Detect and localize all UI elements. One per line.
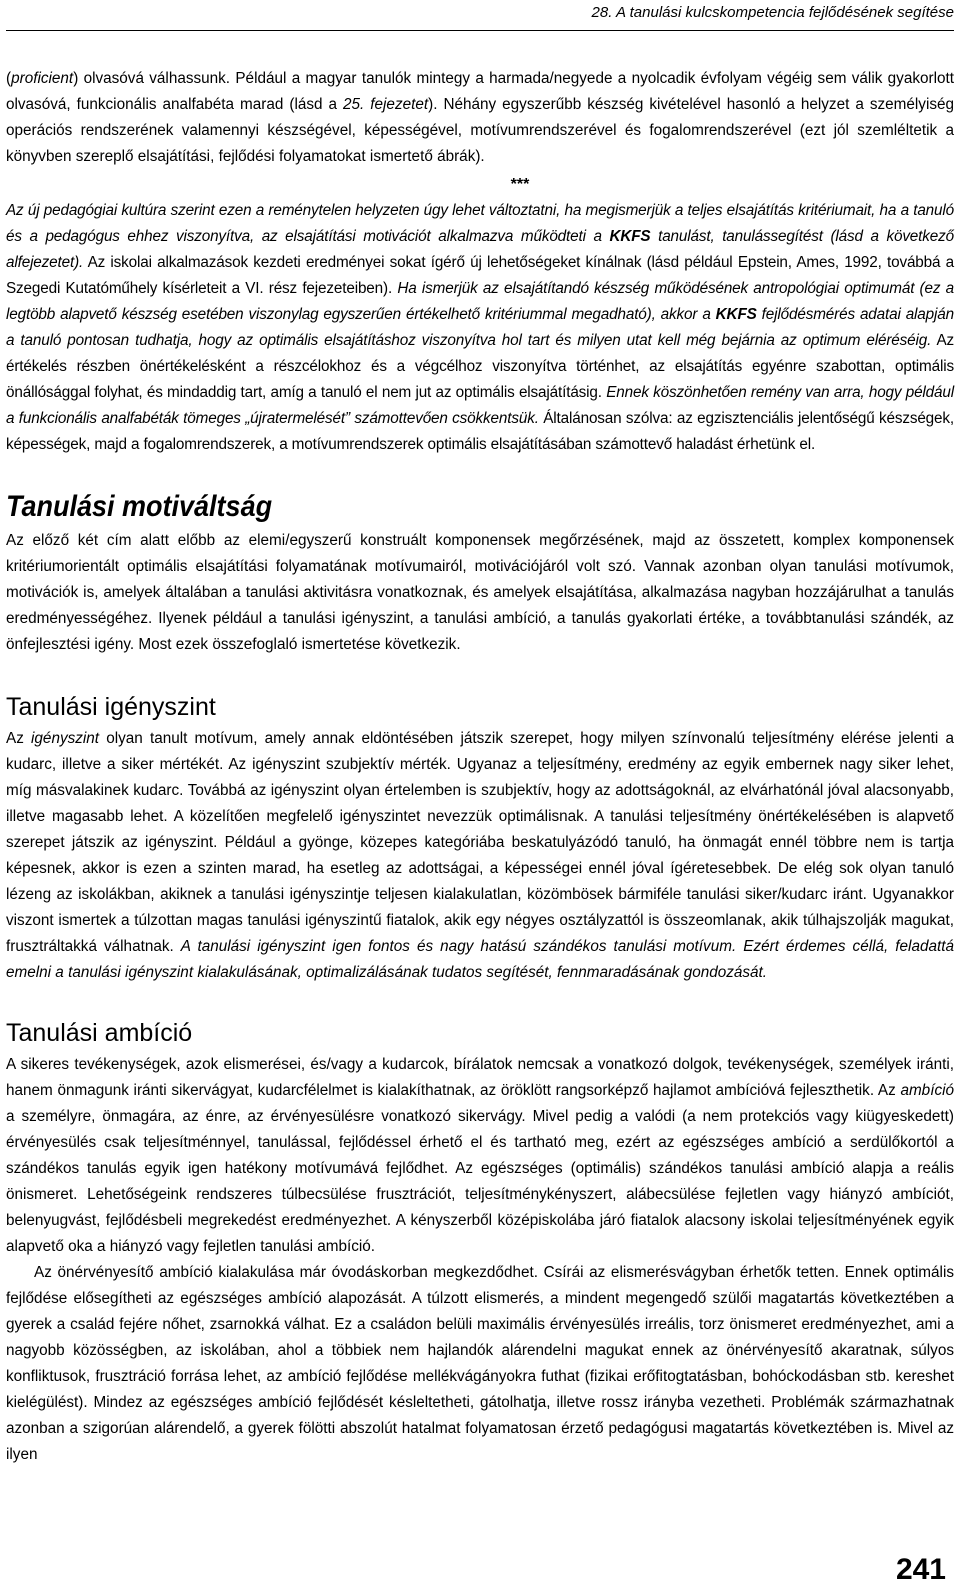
- section-separator: ***: [510, 176, 530, 193]
- chapter-reference: 25. fejezetet: [343, 96, 429, 113]
- italic-term: ambíció: [900, 1082, 954, 1099]
- paragraph-onervenyesito: Az önérvényesítő ambíció kialakulása már óvodáskorban megkezdődhet. Csírái az elismerésvágyban érhetők tetten. Ennek optimális fejlődése elősegítheti az egészséges ambíció alapozását. A túlzott elismerés, a mindent megengedő szülői magatartás következtében a gyerek a család fejére nőhet, zsarnokká válhat. Ez a családon belüli maximális érvényesülés irreális, torz önismeret eredményezhet, ami a nagyobb közösségben, az iskolában, ahol a többiek nem hajlandók alárendelni magukat ennek az önérvényesítő akaratnak, súlyos konfliktusok, frusztráció forrása lehet, az ambíció fejlődése mellékvágányokra futhat (fizikai erőfitogtatásban, bohóckodásban stb. kereshet kielégülést). Mindez az egészséges ambíció fejlődését késleltetheti, gátolhatja, illetve rossz irányba vezetheti. Problémák származhatnak azonban a szigorúan alárendelő, a gyerek fölötti abszolút hatalmat folyamatosan érzető pedagógusi magatartás következtében is. Mivel az ilyen: [6, 1264, 954, 1463]
- heading-tanulasi-ambicio: Tanulási ambíció: [6, 1019, 193, 1047]
- heading-tanulasi-motivaltsag: Tanulási motiváltság: [6, 490, 273, 523]
- italic-term: igényszint: [31, 730, 100, 747]
- kkfs-term: KKFS: [609, 228, 651, 245]
- paragraph-new-pedagogy: Az új pedagógiai kultúra szerint ezen a reménytelen helyzeten úgy lehet változtatni, ha megismerjük a teljes elsajátítás kritériumait, ha a tanuló és a pedagógus ehhez viszonyítva, az elsajátítási motivációt alkalmazva működteti a KKFS tanulást, tanulássegítést (lásd a következő alfejezetet). Az iskolai alkalmazások kezdeti eredményei sokat ígérő új lehetőségeket kínálnak (lásd például Epstein, Ames, 1992, továbbá a Szegedi Kutatóműhely kísérleteit a VI. rész fejezeteiben). Ha ismerjük az elsajátítandó készség működésének antropológiai optimumát (ez a legtöbb alapvető készség esetében viszonylag egyszerűen értékelhető kritériummal megadható), akkor a KKFS fejlődésmérés adatai alapján a tanuló pontosan tudhatja, hogy az optimális elsajátításhoz viszonyítva hol tart és milyen utat kell még bejárnia az optimum eléréséig. Az értékelés részben önértékelésként a részcélokhoz és a végcélhoz viszonyítva történhet, az elsajátítás egyénre szabottan, optimális önállósággal folyhat, és mindaddig tart, amíg a tanuló el nem jut az optimális elsajátításig. Ennek köszönhetően remény van arra, hogy például a funkcionális analfabéták tömeges „újratermelését” számottevően csökkentsük. Általánosan szólva: az egzisztenciális jelentőségű készségek, képességek, majd a fogalomrendszerek, a motívumrendszerek optimális elsajátításában számottevő haladást érhetünk el.: [6, 202, 955, 453]
- paragraph-ambicio: A sikeres tevékenységek, azok elismerései, és/vagy a kudarcok, bírálatok nemcsak a vonatkozó dolgok, tevékenységek, személyek iránti, hanem önmagunk iránti sikervágyat, kudarcfélelmet is kialakíthatnak, az öröklött rangsorképző hajlamot ambícióvá fejleszthetik. Az ambíció a személyre, önmagára, az énre, az érvényesülésre vonatkozó sikervágy. Mivel pedig a valódi (a nem protekciós vagy kiügyeskedett) érvényesülés csak teljesítménnyel, tanulással, fejlődéssel érhető el és tartható meg, ezért az egészséges ambíció a serdülőkortól a szándékos tanulás egyik igen hatékony motívumává fejlődhet. Az egészséges (optimális) szándékos tanulási ambíció alapja a reális önismeret. Lehetőségeink rendszeres túlbecsülése frusztrációt, teljesítménykényszert, alábecsülése fejletlen vagy hiányzó ambíciót, belenyugvást, fejlődésbeli megrekedést eredményezhet. A kényszerből középiskolába járó fiatalok alacsony iskolai teljesítményének egyik alapvető oka a hiányzó vagy fejletlen tanulási ambíció.: [6, 1056, 954, 1255]
- page-content: [6, 66, 954, 1468]
- kkfs-term: KKFS: [715, 306, 757, 323]
- paragraph-motivaltsag: Az előző két cím alatt előbb az elemi/egyszerű konstruált komponensek megőrzésének, majd az összetett, komplex komponensek kritériumorientált optimális elsajátítási folyamatának motívumairól, motivációjáról volt szó. Vannak azonban olyan tanulási motívumok, motivációk is, amelyek általában a tanulási aktivitásra vonatkoznak, és amelyek elsajátítása, alkalmazása nagyban hozzájárulhat a tanulás eredményességéhez. Ilyenek például a tanulási igényszint, a tanulási ambíció, a tanulás gyakorlati értéke, a továbbtanulási szándék, az önfejlesztési igény. Most ezek összefoglaló ismertetése következik.: [6, 532, 954, 653]
- paragraph-igenyszint: Az igényszint olyan tanult motívum, amely annak eldöntésében játszik szerepet, hogy milyen színvonalú teljesítmény elérése jelenti a kudarc, illetve a siker mértékét. Az igényszint szubjektív mérték. Ugyanaz a teljesítmény, eredmény az egyik embernek nagy siker lehet, míg másvalakinek kudarc. Továbbá az igényszint olyan értelemben is szubjektív, hogy az adottságoknál, az elvárhatónál jóval alacsonyabb, illetve magasabb lehet. A közelítően megfelelő igényszintet nevezzük optimálisnak. A tanulási teljesítmény önértékelésében is alapvető szerepet játszik az igényszint. Például a gyönge, közepes kategóriába beskatulyázódó tanuló, ha önmagát ennél többre nem is tartja képesnek, akkor is ezen a szinten marad, ha esetleg az adottságai, a képességei ennél jóval ígéretesebbek. De elég sok olyan tanuló lézeng az iskolákban, akiknek a tanulási igényszintje teljesen kialakulatlan, közömbösek bármiféle tanulási siker/kudarc iránt. Ugyanakkor viszont ismertek a túlzottan magas tanulási igényszintű fiatalok, akik egy négyes osztályzattól is összeomlanak, akik túlhajszolják magukat, frusztráltakká válhatnak. A tanulási igényszint igen fontos és nagy hatású szándékos tanulási motívum. Ezért érdemes céllá, feladattá emelni a tanulási igényszint kialakulásának, optimalizálásának tudatos segítését, fennmaradásának gondozását.: [6, 730, 955, 981]
- heading-tanulasi-igenyszint: Tanulási igényszint: [6, 693, 216, 721]
- running-header: 28. A tanulási kulcskompetencia fejlődésének segítése: [6, 0, 954, 31]
- italic-term: proficient: [11, 70, 74, 87]
- paragraph-continued: (proficient) olvasóvá válhassunk. Például a magyar tanulók mintegy a harmada/negyede a nyolcadik évfolyam végéig sem válik gyakorlott olvasóvá, funkcionális analfabéta marad (lásd a 25. fejezetet). Néhány egyszerűbb készség kivételével hasonló a helyzet a személyiség operációs rendszerének valamennyi készségével, képességével, motívumrendszerével és fogalomrendszerével (ezt jól szemléltetik a könyvben szereplő elsajátítási, fejlődési folyamatokat ismertető ábrák).: [6, 70, 955, 165]
- page-number: 241: [895, 1553, 946, 1586]
